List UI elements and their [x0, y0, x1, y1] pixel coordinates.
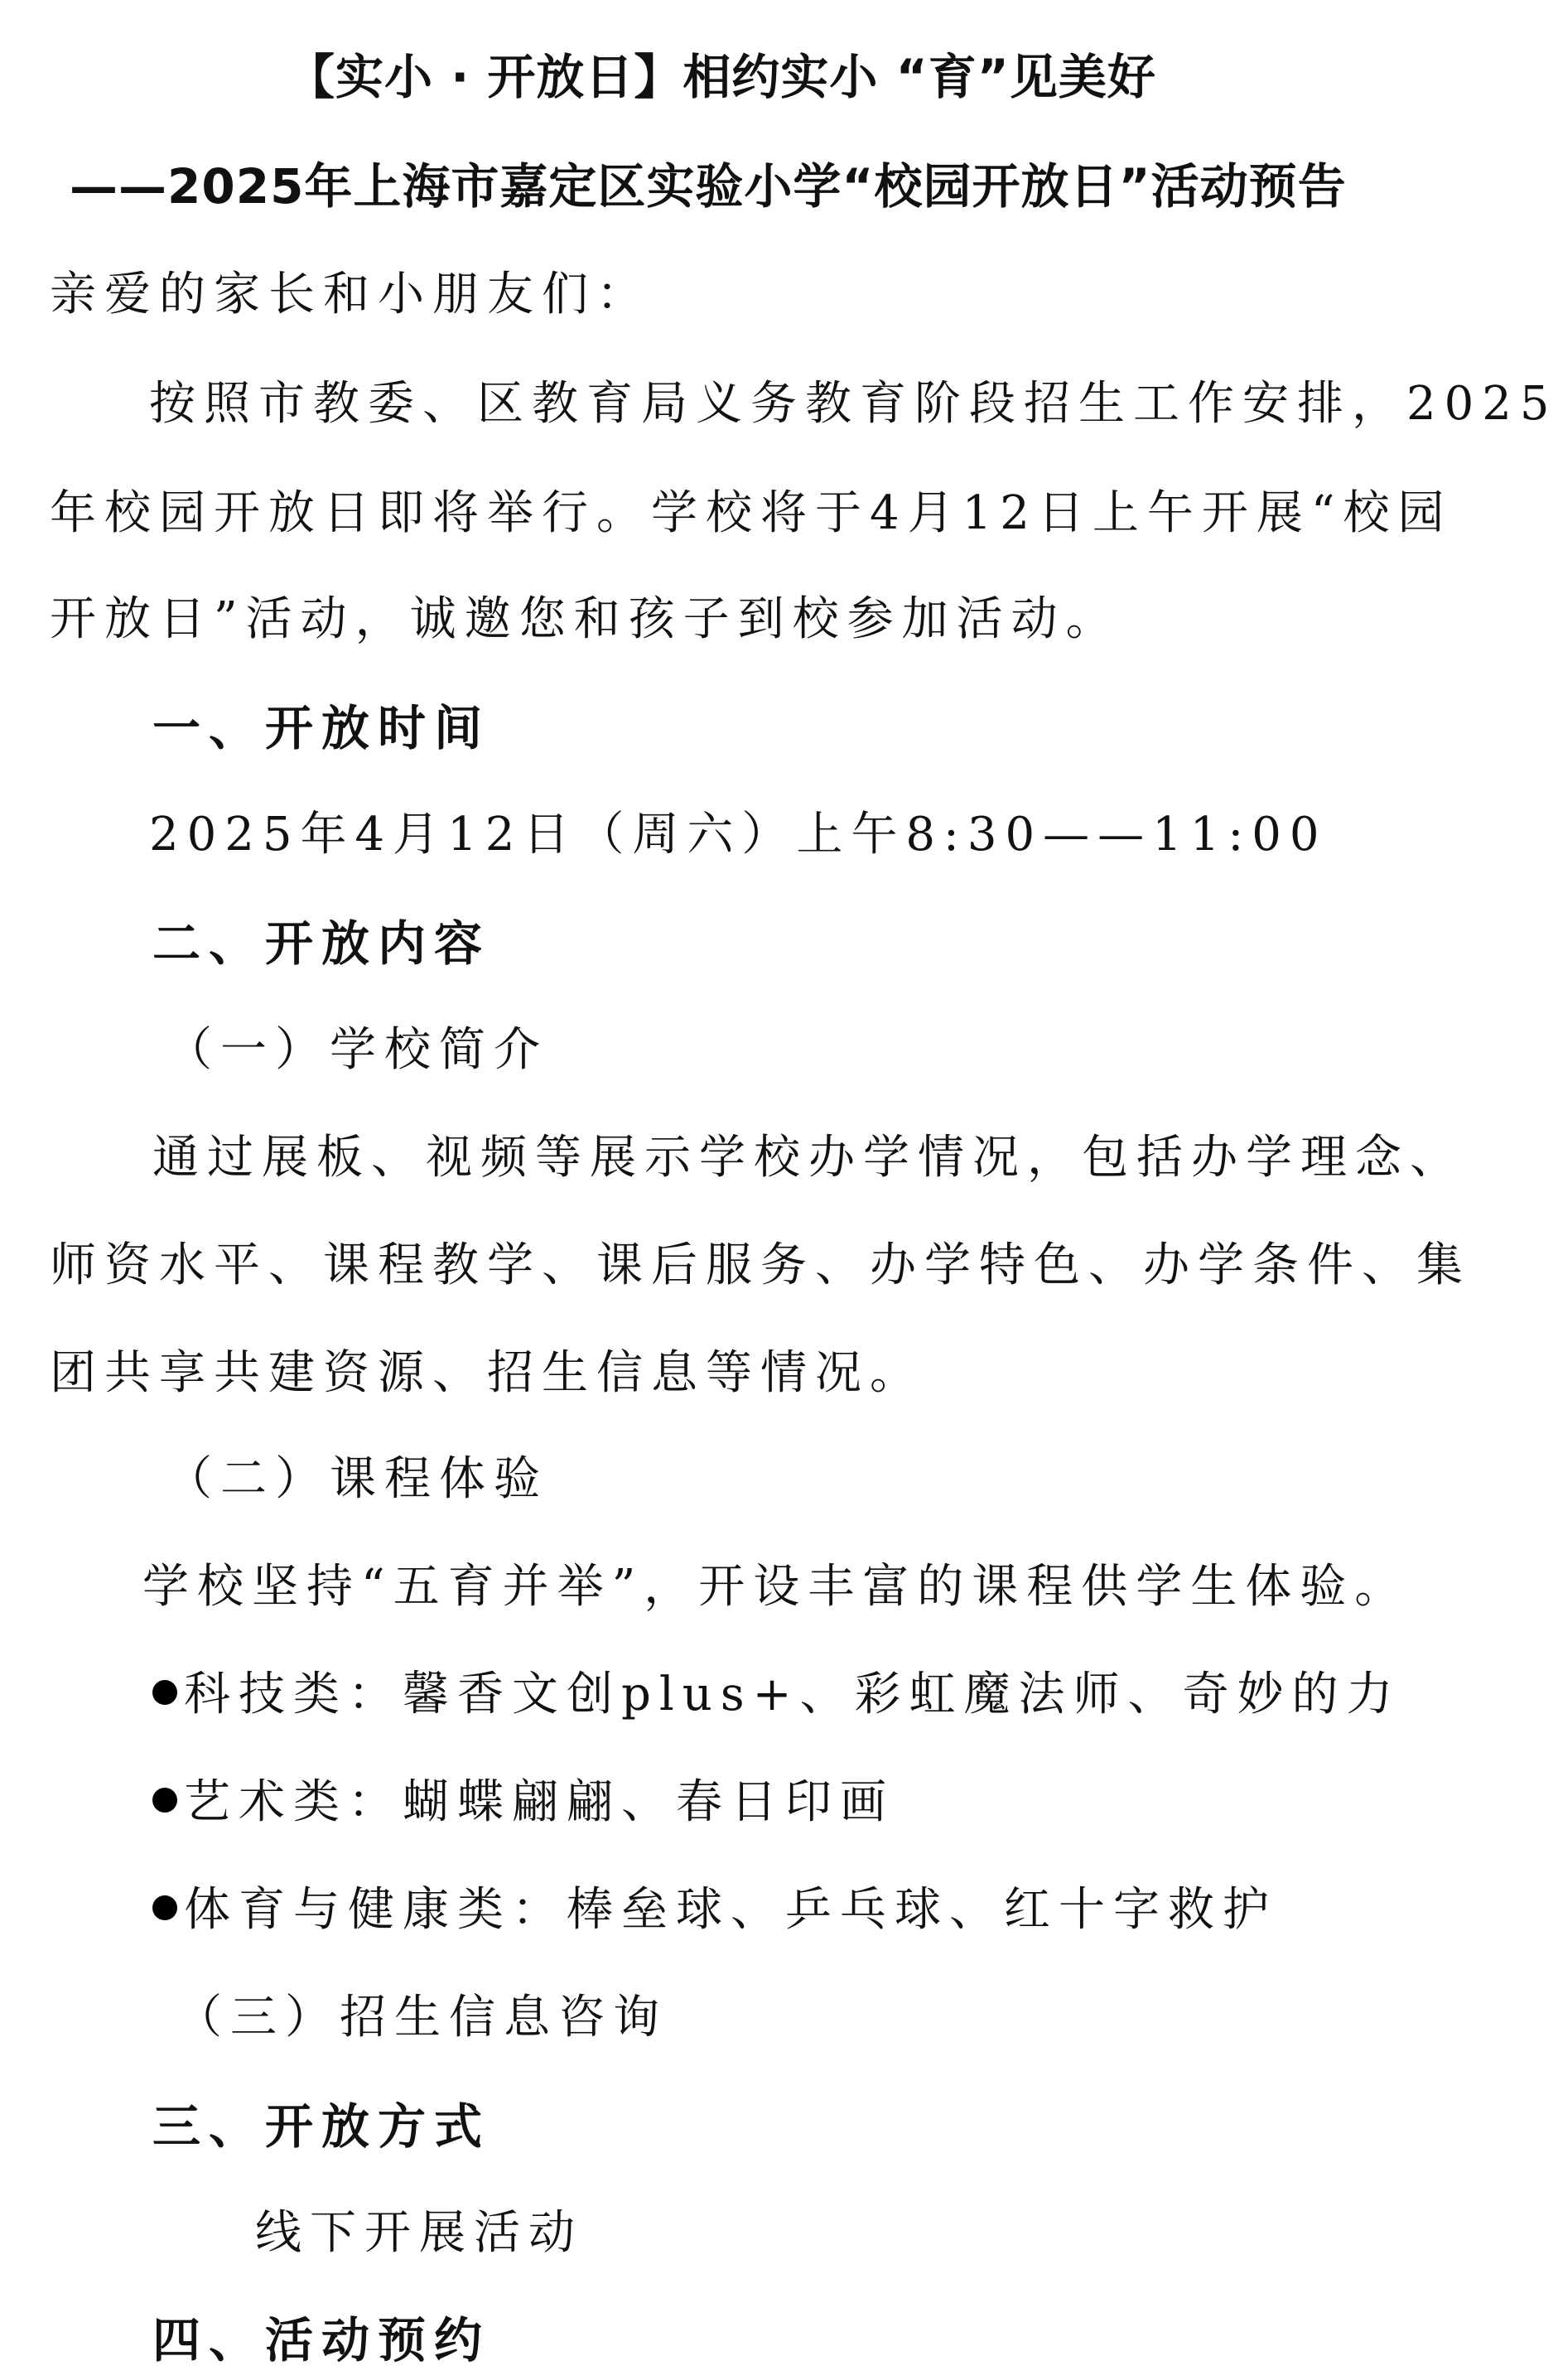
school-intro-line-2: 师资水平、课程教学、课后服务、办学特色、办学条件、集 — [50, 1238, 1471, 1292]
open-method-text: 线下开展活动 — [255, 2206, 583, 2260]
bullet-text: 体育与健康类：棒垒球、乒乓球、红十字救护 — [184, 1883, 1277, 1937]
section-heading-method: 三、开放方式 — [152, 2098, 491, 2155]
subheading-course-experience: （二）课程体验 — [166, 1452, 548, 1506]
intro-line-1: 按照市教委、区教育局义务教育阶段招生工作安排，2025 — [149, 377, 1558, 431]
page-subtitle: ——2025年上海市嘉定区实验小学“校园开放日”活动预告 — [70, 158, 1347, 215]
section-heading-reservation: 四、活动预约 — [152, 2312, 491, 2368]
page-title: 【实小 · 开放日】相约实小 “育”见美好 — [287, 49, 1156, 105]
bullet-dot-icon — [152, 1788, 177, 1813]
subheading-enrollment-consult: （三）招生信息咨询 — [176, 1991, 668, 2044]
bullet-item-sports — [152, 1883, 1277, 1937]
course-experience-text: 学校坚持“五育并举”，开设丰富的课程供学生体验。 — [142, 1560, 1410, 1614]
section-heading-time: 一、开放时间 — [152, 700, 491, 756]
bullet-item-art — [152, 1775, 895, 1829]
intro-line-2: 年校园开放日即将举行。学校将于4月12日上午开展“校园 — [50, 486, 1453, 540]
subheading-school-intro: （一）学校简介 — [166, 1023, 548, 1077]
section-heading-content: 二、开放内容 — [152, 915, 491, 972]
bullet-dot-icon — [152, 1895, 177, 1920]
bullet-text: 科技类：馨香文创plus+、彩虹魔法师、奇妙的力 — [184, 1668, 1401, 1721]
bullet-item-science — [152, 1668, 1401, 1721]
intro-line-3: 开放日”活动，诚邀您和孩子到校参加活动。 — [50, 592, 1121, 646]
open-time-text: 2025年4月12日（周六）上午8:30——11:00 — [149, 808, 1328, 862]
school-intro-line-1: 通过展板、视频等展示学校办学情况，包括办学理念、 — [152, 1131, 1464, 1185]
school-intro-line-3: 团共享共建资源、招生信息等情况。 — [50, 1346, 924, 1400]
greeting: 亲爱的家长和小朋友们： — [50, 268, 651, 321]
bullet-dot-icon — [152, 1680, 177, 1705]
bullet-text: 艺术类：蝴蝶翩翩、春日印画 — [184, 1775, 895, 1829]
